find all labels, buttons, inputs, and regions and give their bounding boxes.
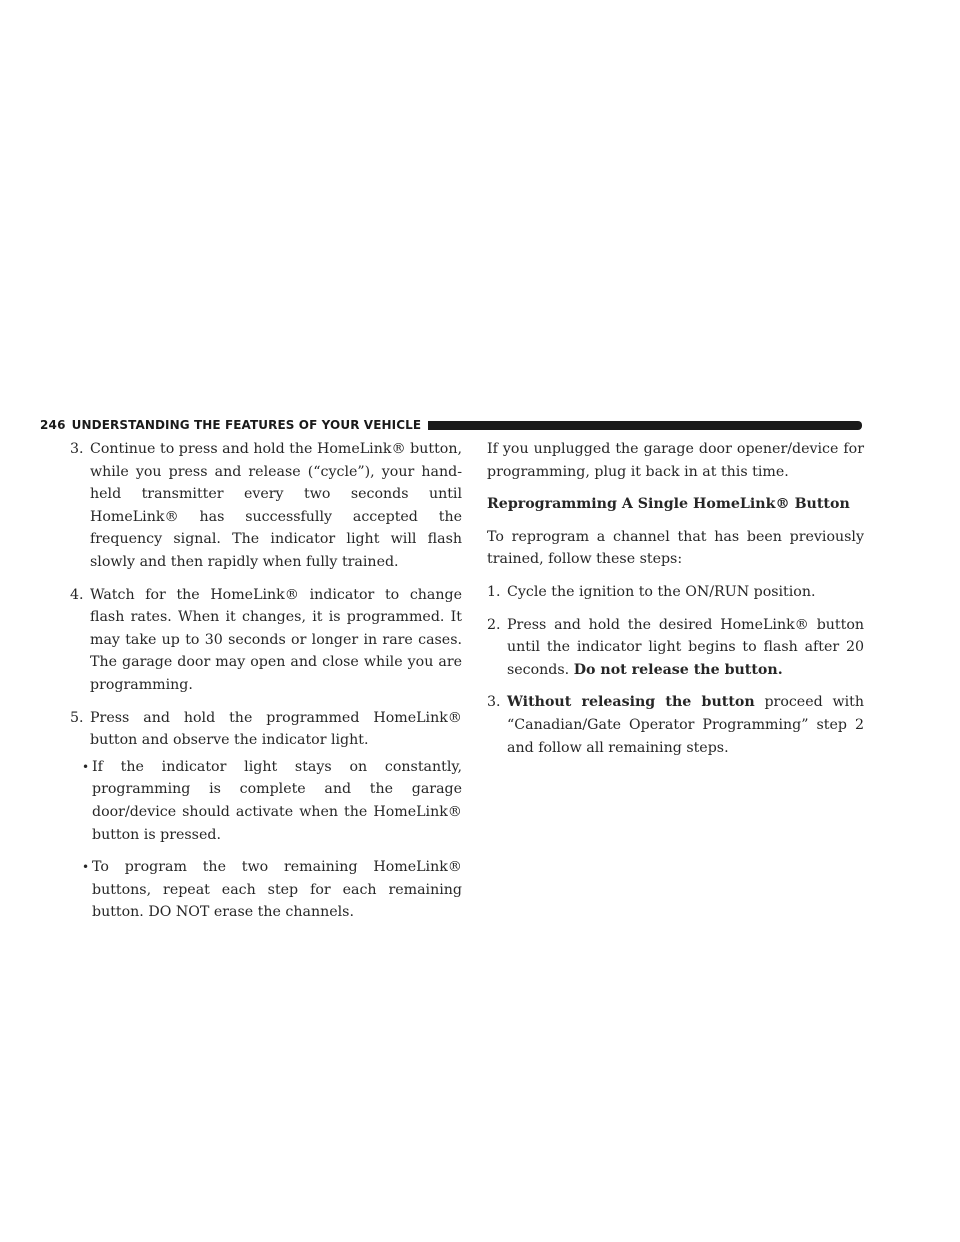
header-rule (428, 421, 862, 430)
step-number: 5. (70, 709, 84, 726)
page-header (40, 418, 862, 432)
reprogram-step-2 (487, 614, 864, 682)
step-text: Watch for the HomeLink® indicator to change flash rates. When it changes, it is programmed. It may take up to 30 seconds or longer in rare cases. The garage door may open and close while you are programming. (90, 586, 462, 693)
lead-paragraph: To reprogram a channel that has been previously trained, follow these steps: (487, 528, 864, 568)
section-heading: Reprogramming A Single HomeLink® Button (487, 496, 850, 513)
bullet-item (82, 756, 462, 846)
step-text: Continue to press and hold the HomeLink® button, while you press and release (“cycle”), your hand-held transmitter every two seconds until HomeLink® has successfully accepted the frequency signal. The indicator light will flash slowly and then rapidly when fully trained. (90, 441, 462, 570)
step-number: 4. (70, 586, 84, 603)
bullet-icon: • (82, 860, 90, 875)
section-title: UNDERSTANDING THE FEATURES OF YOUR VEHICLE (71, 418, 422, 432)
step-3 (70, 438, 462, 574)
reprogram-step-1 (487, 581, 864, 604)
step-text-wrap (507, 691, 864, 759)
step-4 (70, 584, 462, 697)
step-bold-text: Without releasing the button (507, 694, 755, 711)
bullet-item (82, 856, 462, 924)
step-number: 2. (487, 616, 501, 633)
step-number: 3. (70, 441, 84, 457)
step-bold-text: Do not release the button. (573, 661, 783, 678)
step-text: Press and hold the programmed HomeLink® button and observe the indicator light. (90, 709, 462, 749)
intro-paragraph: If you unplugged the garage door opener/device for programming, plug it back in at this time. (487, 441, 864, 480)
left-column (70, 438, 462, 934)
step-number: 1. (487, 583, 501, 600)
page-number: 246 (40, 418, 66, 432)
step-text-wrap (507, 614, 864, 682)
right-column (487, 438, 864, 769)
bullet-text: If the indicator light stays on constantly, programming is complete and the garage door/device should activate when the HomeLink® button is pressed. (92, 758, 462, 843)
reprogram-step-3 (487, 691, 864, 759)
step-text: proceed with “Canadian/Gate Operator Programming” step 2 and follow all remaining steps. (507, 694, 864, 756)
step-number: 3. (487, 694, 501, 711)
step-text: Cycle the ignition to the ON/RUN position. (507, 583, 816, 600)
bullet-icon: • (82, 759, 90, 774)
bullet-text: To program the two remaining HomeLink® buttons, repeat each step for each remaining button. DO NOT erase the channels. (92, 859, 462, 921)
step-text: Press and hold the desired HomeLink® button until the indicator light begins to flash after 20 seconds. (507, 616, 864, 678)
step-5 (70, 707, 462, 752)
bullet-list (70, 756, 462, 924)
